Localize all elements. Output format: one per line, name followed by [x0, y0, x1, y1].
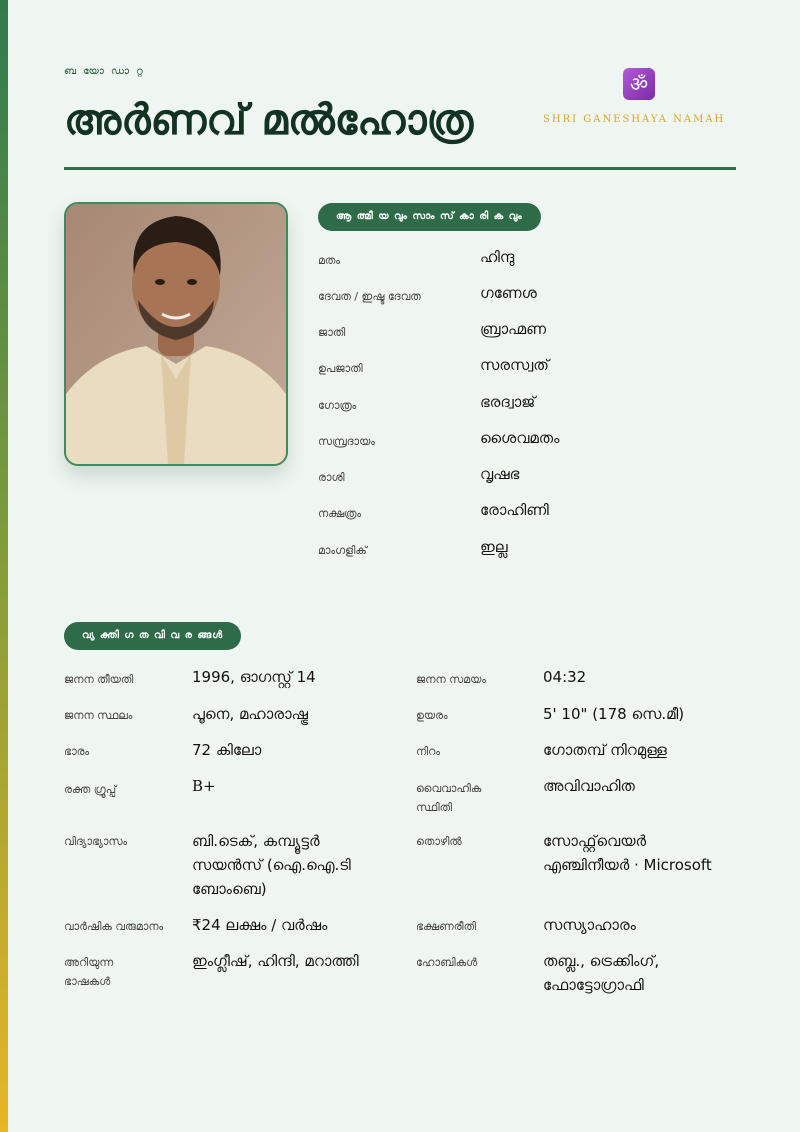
languages-label-line1: അറിയുന്ന	[64, 956, 114, 969]
weight-value: 72 കിലോ	[192, 741, 262, 759]
deity-label: ദേവത / ഇഷ്ട ദേവത	[318, 290, 421, 303]
sampradaya-value: ശൈവമതം	[480, 429, 560, 447]
birth-place-label: ജനന സ്ഥലം	[64, 709, 133, 722]
education-value-line3: ബോംബെ)	[192, 880, 267, 898]
sampradaya-label: സമ്പ്രദായം	[318, 435, 375, 448]
ganesha-blessing: SHRI GANESHAYA NAMAH	[543, 114, 726, 125]
diet-label: ഭക്ഷണരീതി	[416, 920, 477, 933]
manglik-label: മാംഗളിക്	[318, 544, 367, 557]
manglik-row	[318, 536, 738, 566]
nakshatra-value: രോഹിണി	[480, 501, 549, 519]
caste-row	[318, 318, 738, 348]
marital-status-label	[416, 779, 481, 817]
side-gradient-stripe	[0, 0, 8, 1132]
income-label: വാർഷിക വരുമാനം	[64, 920, 164, 933]
subcaste-label: ഉപജാതി	[318, 362, 363, 375]
gotra-row	[318, 391, 738, 421]
marital-status-label-line1: വൈവാഹിക	[416, 782, 482, 795]
marital-status-value: അവിവാഹിത	[543, 777, 635, 795]
candidate-name: അർണവ് മൽഹോത്ര	[64, 95, 474, 144]
height-label: ഉയരം	[416, 709, 448, 722]
personal-section-title: വ്യ ക്തി ഗ ത വി വ ര ങ്ങൾ	[64, 622, 241, 650]
languages-label-line2: ഭാഷകൾ	[64, 975, 111, 988]
languages-value: ഇംഗ്ലീഷ്, ഹിന്ദി, മറാത്തി	[192, 952, 359, 970]
religion-label: മതം	[318, 254, 341, 267]
manglik-value: ഇല്ല	[480, 538, 508, 556]
occupation-value-line2: എഞ്ചിനീയർ · Microsoft	[543, 856, 712, 874]
nakshatra-row	[318, 499, 738, 529]
education-value-line1: ബി.ടെക്, കമ്പ്യൂട്ടർ	[192, 832, 320, 850]
income-value: ₹24 ലക്ഷം / വർഷം	[192, 916, 328, 934]
header-divider	[64, 167, 736, 170]
occupation-label: തൊഴിൽ	[416, 835, 462, 848]
occupation-value-line1: സോഫ്റ്റ്‌വെയർ	[543, 832, 647, 850]
biodata-label: ബ യോ ഡാ റ്റ	[64, 66, 145, 77]
religion-row	[318, 246, 738, 276]
birth-place-value: പൂനെ, മഹാരാഷ്ട്ര	[192, 705, 309, 723]
subcaste-value: സരസ്വത്	[480, 356, 549, 374]
education-label: വിദ്യാഭ്യാസം	[64, 835, 128, 848]
birth-date-label: ജനന തീയതി	[64, 673, 134, 686]
blood-group-label: രക്ത ഗ്രൂപ്പ്	[64, 783, 117, 796]
gotra-label: ഗോത്രം	[318, 399, 357, 412]
diet-value: സസ്യാഹാരം	[543, 916, 636, 934]
birth-date-value: 1996, ഓഗസ്റ്റ് 14	[192, 668, 316, 686]
hobbies-label: ഹോബികൾ	[416, 956, 478, 969]
languages-label	[64, 953, 113, 991]
birth-time-label: ജനന സമയം	[416, 673, 487, 686]
caste-value: ബ്രാഹ്മണ	[480, 320, 547, 338]
profile-photo	[64, 202, 288, 466]
religion-value: ഹിന്ദു	[480, 248, 515, 266]
rashi-label: രാശി	[318, 471, 345, 484]
caste-label: ജാതി	[318, 326, 346, 339]
birth-time-value: 04:32	[543, 668, 587, 686]
hobbies-value-line2: ഫോട്ടോഗ്രാഫി	[543, 976, 644, 994]
deity-value: ഗണേശ	[480, 284, 537, 302]
hobbies-value-line1: തബ്ല., ട്രെക്കിംഗ്,	[543, 952, 660, 970]
marital-status-label-line2: സ്ഥിതി	[416, 801, 453, 814]
weight-label: ഭാരം	[64, 745, 90, 758]
om-icon: ॐ	[623, 68, 655, 100]
nakshatra-label: നക്ഷത്രം	[318, 507, 362, 520]
rashi-row	[318, 463, 738, 493]
blood-group-value: B+	[192, 777, 216, 795]
education-value-line2: സയൻസ് (ഐ.ഐ.ടി	[192, 856, 351, 874]
religious-section-title: ആ ത്മീ യ വും സാം സ് കാ രി ക വും	[318, 203, 541, 231]
subcaste-row	[318, 354, 738, 384]
hobbies-value	[543, 949, 659, 997]
rashi-value: വൃഷഭ	[480, 465, 520, 483]
occupation-value	[543, 829, 712, 877]
education-value	[192, 829, 351, 901]
complexion-label: നിറം	[416, 745, 441, 758]
complexion-value: ഗോതമ്പ് നിറമുള്ള	[543, 741, 667, 759]
sampradaya-row	[318, 427, 738, 457]
deity-row	[318, 282, 738, 312]
height-value: 5' 10" (178 സെ.മീ)	[543, 705, 685, 723]
gotra-value: ഭരദ്വാജ്	[480, 393, 536, 411]
